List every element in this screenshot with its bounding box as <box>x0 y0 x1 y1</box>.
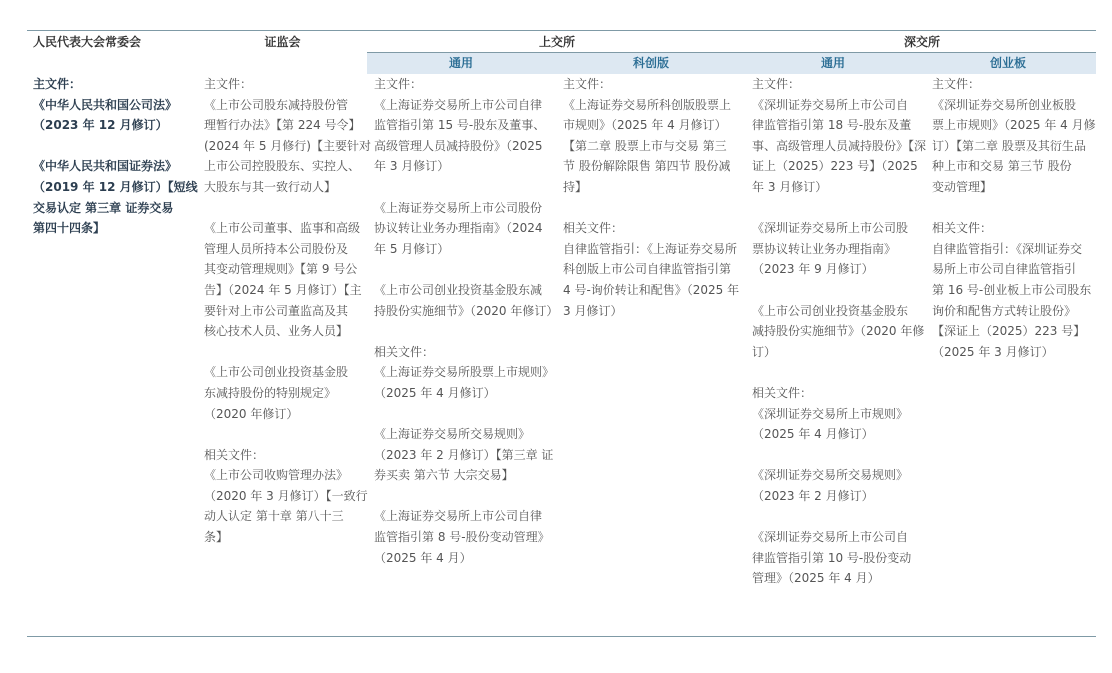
text-line: 《上市公司创业投资基金股 <box>204 365 349 380</box>
text-line: 《上市公司收购管理办法》 <box>204 468 349 483</box>
text-line: 变动管理】 <box>932 179 993 194</box>
text-line: 《上市公司创业投资基金股东 <box>752 303 909 318</box>
text-line: 相关文件： <box>932 221 993 236</box>
text-line: 询价和配售方式转让股份》 <box>932 303 1077 318</box>
text-line: （2023 年 12 月修订） <box>33 118 168 133</box>
text-line: 【第二章 股票上市与交易 第三 <box>563 138 727 153</box>
text-line: 3 月修订） <box>563 303 623 318</box>
text-line: 主文件： <box>33 77 82 91</box>
column-sse-star <box>563 74 743 321</box>
text-line: 《深圳证券交易所交易规则》 <box>752 468 909 483</box>
blank-line <box>932 198 1096 219</box>
text-line: 市规则》（2025 年 4 月修订） <box>563 118 727 133</box>
text-line: 《深圳证券交易所上市规则》 <box>752 406 909 421</box>
text-line: （2023 年 2 月修订）【第三章 证 <box>374 447 554 462</box>
text-line: 《深圳证券交易所创业板股 <box>932 97 1077 112</box>
text-line: 条】 <box>204 530 229 545</box>
text-line: （2025 年 4 月） <box>374 550 472 565</box>
text-line: 节 股份解除限售 第四节 股份减 <box>563 159 731 174</box>
text-line: (2024 年 5 月修行)【主要针对 <box>204 138 371 153</box>
header-szse: 深交所 <box>903 35 940 49</box>
text-line: 《深圳证券交易所上市公司自 <box>752 97 909 112</box>
blank-line <box>374 177 554 198</box>
text-line: 监管指引第 15 号-股东及董事、 <box>374 118 546 133</box>
text-line: 订） <box>752 344 777 359</box>
text-line: 《上市公司董事、监事和高级 <box>204 221 361 236</box>
text-line: 告】（2024 年 5 月修订）【主 <box>204 282 362 297</box>
text-line: 高级管理人员减持股份》（2025 <box>374 138 543 153</box>
text-line: 《深圳证券交易所上市公司股 <box>752 221 909 236</box>
text-line: 相关文件： <box>752 385 813 400</box>
blank-line <box>563 198 743 219</box>
blank-line <box>374 486 554 507</box>
text-line: 自律监管指引：《上海证券交易所 <box>563 241 738 256</box>
text-line: 主文件： <box>204 77 253 91</box>
blank-line <box>33 136 193 157</box>
text-line: 【深证上（2025）223 号】 <box>932 324 1086 339</box>
text-line: 大股东与其一致行动人】 <box>204 179 337 194</box>
text-line: 主文件： <box>374 77 423 91</box>
text-line: （2019 年 12 月修订）【短线 <box>33 179 198 194</box>
text-line: 相关文件： <box>204 447 265 462</box>
text-line: 自律监管指引：《深圳证券交 <box>932 241 1083 256</box>
text-line: （2020 年 3 月修订）【一致行 <box>204 488 368 503</box>
column-sse-general <box>374 74 559 568</box>
text-line: 管理人员所持本公司股份及 <box>204 241 349 256</box>
text-line: 种上市和交易 第三节 股份 <box>932 159 1072 174</box>
text-line: 核心技术人员、业务人员】 <box>204 324 349 339</box>
text-line: （2023 年 2 月修订） <box>752 488 874 503</box>
text-line: 上市公司控股股东、实控人、 <box>204 159 361 174</box>
blank-line <box>374 259 554 280</box>
text-line: （2023 年 9 月修订） <box>752 262 874 277</box>
text-line: （2025 年 4 月修订） <box>374 385 496 400</box>
text-line: 协议转让业务办理指南》（2024 <box>374 221 543 236</box>
subheader-szse-chinext: 创业板 <box>989 56 1026 70</box>
text-line: 《深圳证券交易所上市公司自 <box>752 530 909 545</box>
text-line: 票协议转让业务办理指南》 <box>752 241 897 256</box>
text-line: 主文件： <box>752 77 801 91</box>
text-line: 减持股份实施细节》（2020 年修 <box>752 324 925 339</box>
text-line: 《上市公司股东减持股份管 <box>204 97 349 112</box>
blank-line <box>204 342 364 363</box>
text-line: （2020 年修订） <box>204 406 299 421</box>
text-line: 监管指引第 8 号-股份变动管理》 <box>374 530 550 545</box>
column-szse-chinext <box>932 74 1096 362</box>
text-line: 票上市规则》（2025 年 4 月修 <box>932 118 1096 133</box>
text-line: 《上海证券交易所上市公司自律 <box>374 509 543 524</box>
subheader-sse-general: 通用 <box>448 56 473 70</box>
blank-line <box>752 506 920 527</box>
column-csrc <box>204 74 371 548</box>
text-line: 事、高级管理人员减持股份》【深 <box>752 138 927 153</box>
text-line: 动人认定 第十章 第八十三 <box>204 509 344 524</box>
header-csrc: 证监会 <box>264 35 301 49</box>
text-line: 要针对上市公司董监高及其 <box>204 303 349 318</box>
text-line: 《上海证券交易所上市公司自律 <box>374 97 543 112</box>
text-line: 订）【第二章 股票及其衍生品 <box>932 138 1086 153</box>
subheader-szse-general: 通用 <box>820 56 845 70</box>
blank-line <box>374 321 554 342</box>
text-line: 《上海证券交易所上市公司股份 <box>374 200 543 215</box>
text-line: 《中华人民共和国证券法》 <box>33 159 178 174</box>
text-line: （2025 年 4 月修订） <box>752 427 874 442</box>
text-line: 持】 <box>563 179 588 194</box>
table-bottom-rule <box>27 636 1096 637</box>
blank-line <box>204 198 364 219</box>
blank-line <box>752 362 920 383</box>
blank-line <box>752 198 920 219</box>
text-line: （2025 年 3 月修订） <box>932 344 1054 359</box>
blank-line <box>752 280 920 301</box>
text-line: 持股份实施细节》（2020 年修订） <box>374 303 559 318</box>
header-npc: 人民代表大会常委会 <box>33 35 142 49</box>
text-line: 律监管指引第 18 号-股东及董 <box>752 118 912 133</box>
column-szse-general <box>752 74 927 589</box>
text-line: 科创版上市公司自律监管指引第 <box>563 262 732 277</box>
header-sse: 上交所 <box>538 35 575 49</box>
text-line: 第四十四条】 <box>33 221 106 236</box>
column-npc <box>33 74 198 239</box>
text-line: 券买卖 第六节 大宗交易】 <box>374 468 514 483</box>
text-line: 《上海证券交易所科创版股票上 <box>563 97 732 112</box>
blank-line <box>204 424 364 445</box>
text-line: 第 16 号-创业板上市公司股东 <box>932 282 1092 297</box>
text-line: 《上市公司创业投资基金股东减 <box>374 282 543 297</box>
text-line: 律监管指引第 10 号-股份变动 <box>752 550 912 565</box>
text-line: 《中华人民共和国公司法》 <box>33 97 178 112</box>
text-line: 管理》（2025 年 4 月） <box>752 571 880 586</box>
text-line: 东减持股份的特别规定》 <box>204 385 337 400</box>
text-line: 《上海证券交易所交易规则》 <box>374 427 531 442</box>
text-line: 交易认定 第三章 证券交易 <box>33 200 174 215</box>
text-line: 相关文件： <box>563 221 624 236</box>
text-line: 主文件： <box>563 77 612 91</box>
text-line: 理暂行办法》【第 224 号令】 <box>204 118 361 133</box>
subheader-sse-star: 科创版 <box>632 56 669 70</box>
text-line: 《上海证券交易所股票上市规则》 <box>374 365 555 380</box>
text-line: 证上（2025）223 号】（2025 <box>752 159 918 174</box>
blank-line <box>374 404 554 425</box>
text-line: 其变动管理规则》【第 9 号公 <box>204 262 358 277</box>
text-line: 年 3 月修订） <box>752 179 828 194</box>
text-line: 易所上市公司自律监管指引 <box>932 262 1077 277</box>
text-line: 相关文件： <box>374 344 435 359</box>
text-line: 4 号-询价转让和配售》（2025 年 <box>563 282 740 297</box>
blank-line <box>752 445 920 466</box>
text-line: 年 5 月修订） <box>374 241 450 256</box>
text-line: 主文件： <box>932 77 981 91</box>
text-line: 年 3 月修订） <box>374 159 450 174</box>
